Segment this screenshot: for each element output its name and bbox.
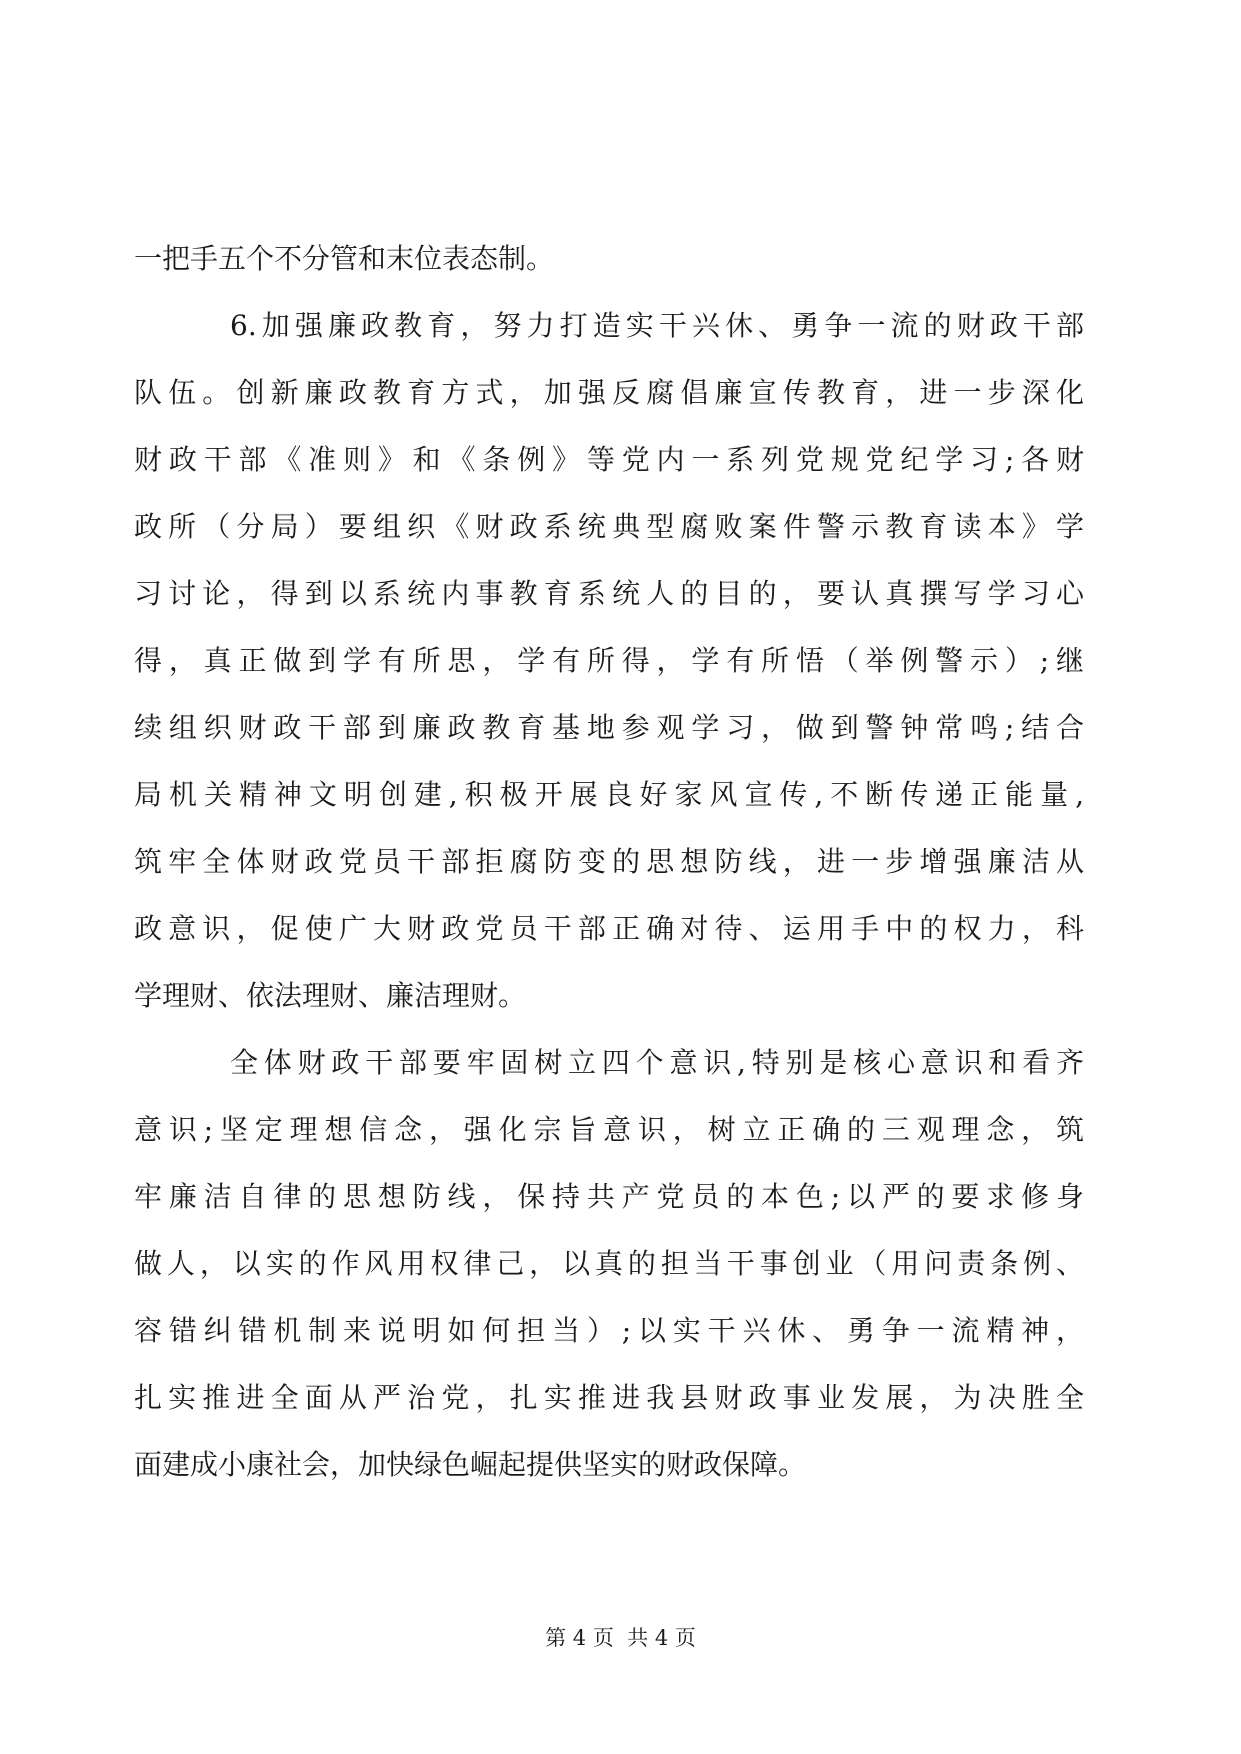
text-line: 做人，以实的作风用权律己，以真的担当干事创业（用问责条例、 [134,1247,1084,1280]
text-line: 政意识，促使广大财政党员干部正确对待、运用手中的权力，科 [134,912,1084,945]
text-line: 筑牢全体财政党员干部拒腐防变的思想防线，进一步增强廉洁从 [134,845,1084,878]
text-line: 一把手五个不分管和末位表态制。 [134,242,555,275]
text-line: 容错纠错机制来说明如何担当）;以实干兴休、勇争一流精神， [134,1314,1084,1347]
text-line: 全体财政干部要牢固树立四个意识,特别是核心意识和看齐 [230,1046,1084,1079]
text-line: 财政干部《准则》和《条例》等党内一系列党规党纪学习;各财 [134,443,1084,476]
text-line: 6.加强廉政教育，努力打造实干兴休、勇争一流的财政干部 [230,309,1084,342]
text-line: 面建成小康社会，加快绿色崛起提供坚实的财政保障。 [134,1448,807,1481]
text-line: 局机关精神文明创建,积极开展良好家风宣传,不断传递正能量, [134,778,1084,811]
text-line: 习讨论，得到以系统内事教育系统人的目的，要认真撰写学习心 [134,577,1084,610]
text-line: 学理财、依法理财、廉洁理财。 [134,979,527,1012]
text-line: 意识;坚定理想信念，强化宗旨意识，树立正确的三观理念，筑 [134,1113,1084,1146]
body-text [134,225,1084,1498]
text-line: 得，真正做到学有所思，学有所得，学有所悟（举例警示）;继 [134,644,1084,677]
text-line: 政所（分局）要组织《财政系统典型腐败案件警示教育读本》学 [134,510,1084,543]
text-line: 扎实推进全面从严治党，扎实推进我县财政事业发展，为决胜全 [134,1381,1084,1414]
page-footer: 第 4 页 共 4 页 [545,1626,696,1650]
text-line: 牢廉洁自律的思想防线，保持共产党员的本色;以严的要求修身 [134,1180,1084,1213]
text-line: 队伍。创新廉政教育方式，加强反腐倡廉宣传教育，进一步深化 [134,376,1084,409]
text-line: 续组织财政干部到廉政教育基地参观学习，做到警钟常鸣;结合 [134,711,1084,744]
